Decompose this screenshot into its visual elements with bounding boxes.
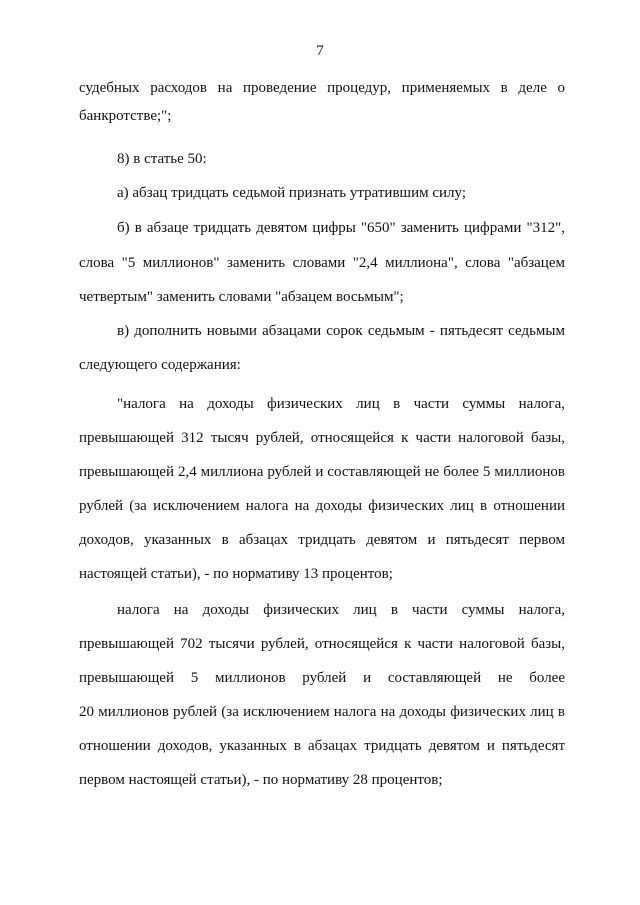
text-line: четвертым" заменить словами "абзацем восьмым"; xyxy=(79,289,404,305)
text-line: "налога на доходы физических лиц в части суммы налога, xyxy=(117,396,565,412)
paragraph-continuation xyxy=(79,74,565,130)
paragraph-item-v xyxy=(79,317,565,379)
paragraph-quoted-2 xyxy=(79,596,565,794)
text-line: настоящей статьи), - по нормативу 13 процентов; xyxy=(79,566,393,582)
text-line: следующего содержания: xyxy=(79,357,241,373)
text-line: превышающей 5 миллионов рублей и составляющей не более xyxy=(79,670,565,686)
page-number: 7 xyxy=(316,43,324,59)
text-line: налога на доходы физических лиц в части суммы налога, xyxy=(117,602,565,618)
text-line: судебных расходов на проведение процедур, применяемых в деле о xyxy=(79,80,565,96)
text-line: 8) в статье 50: xyxy=(117,151,207,167)
text-line: превышающей 702 тысячи рублей, относящейся к части налоговой базы, xyxy=(79,636,565,652)
text-line: первом настоящей статьи), - по нормативу 28 процентов; xyxy=(79,772,443,788)
text-line: превышающей 2,4 миллиона рублей и составляющей не более 5 миллионов xyxy=(79,464,565,480)
text-line: в) дополнить новыми абзацами сорок седьмым - пятьдесят седьмым xyxy=(117,323,565,339)
document-body xyxy=(79,74,565,794)
text-line: превышающей 312 тысяч рублей, относящейся к части налоговой базы, xyxy=(79,430,565,446)
text-line: банкротстве;"; xyxy=(79,108,172,124)
paragraph-item-8 xyxy=(79,145,565,173)
text-line: 20 миллионов рублей (за исключением налога на доходы физических лиц в xyxy=(79,704,565,720)
text-line: а) абзац тридцать седьмой признать утратившим силу; xyxy=(117,185,466,201)
text-line: доходов, указанных в абзацах тридцать девятом и пятьдесят первом xyxy=(79,532,565,548)
text-line: рублей (за исключением налога на доходы физических лиц в отношении xyxy=(79,498,565,514)
text-line: отношении доходов, указанных в абзацах тридцать девятом и пятьдесят xyxy=(79,738,565,754)
text-line: б) в абзаце тридцать девятом цифры "650" заменить цифрами "312", xyxy=(117,220,565,236)
paragraph-item-a xyxy=(79,179,565,207)
paragraph-quoted-1 xyxy=(79,390,565,588)
paragraph-item-b xyxy=(79,214,565,311)
text-line: слова "5 миллионов" заменить словами "2,4 миллиона", слова "абзацем xyxy=(79,255,565,271)
